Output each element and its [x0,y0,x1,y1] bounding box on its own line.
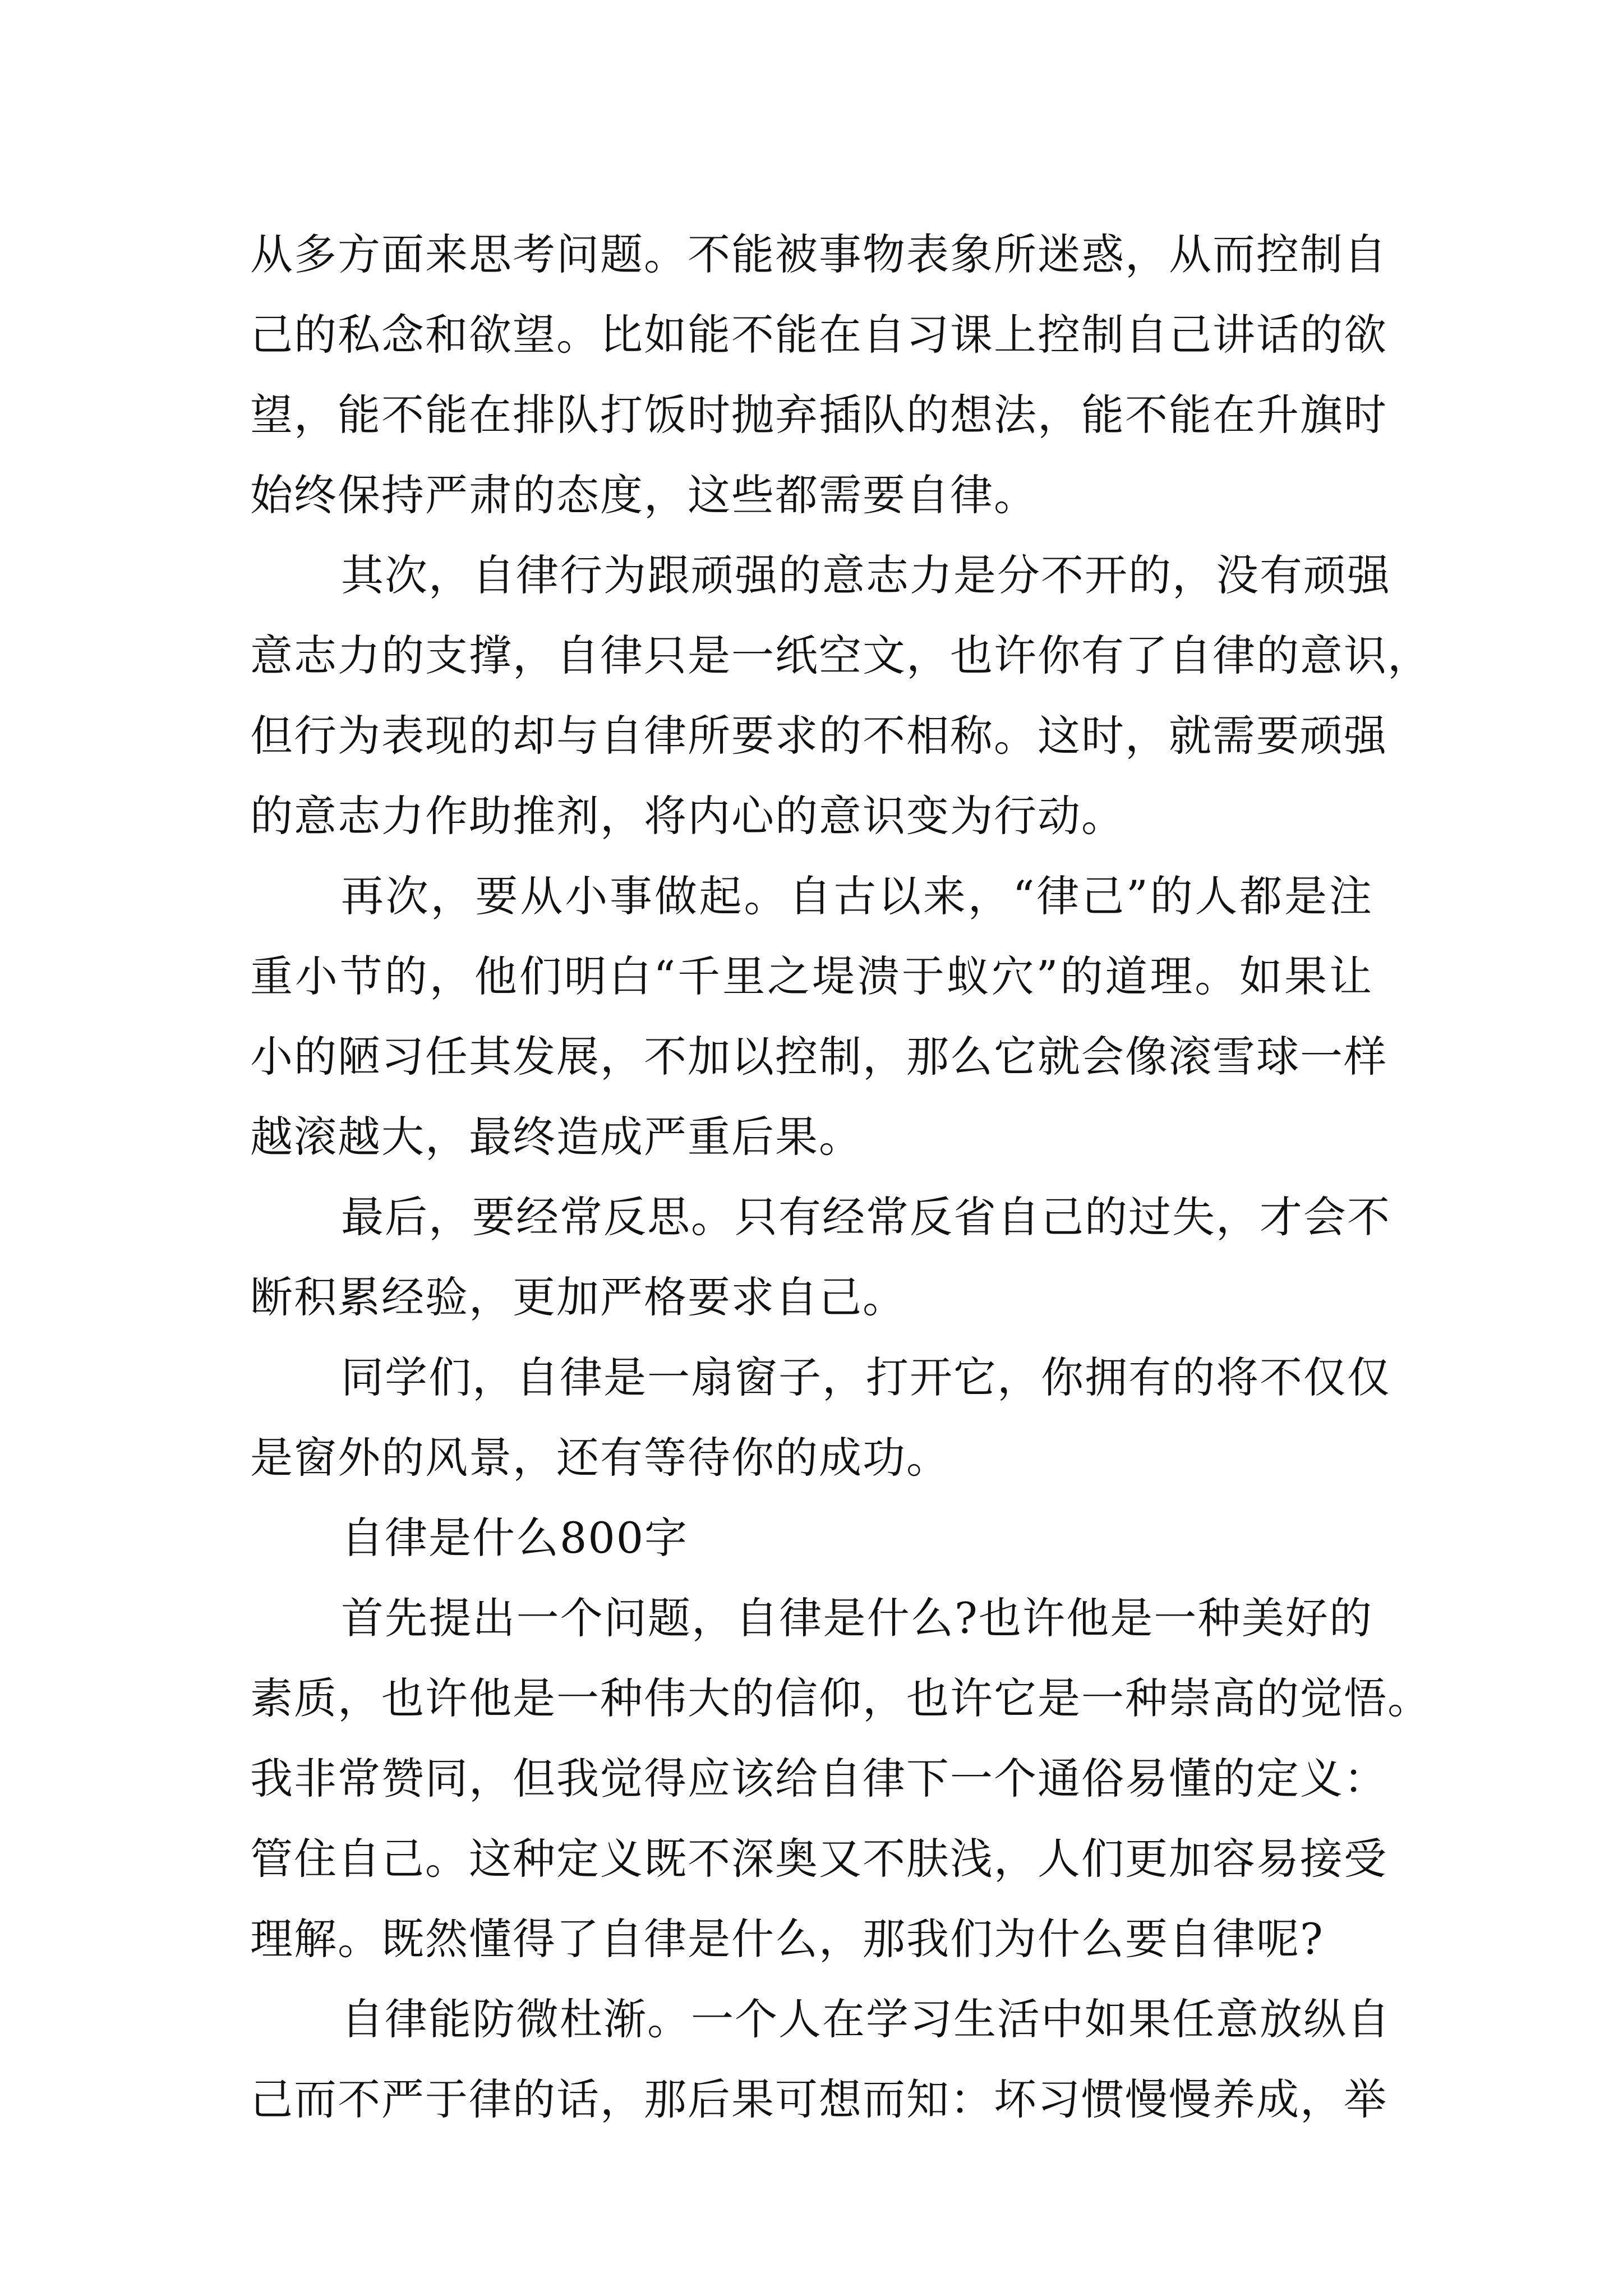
text-line: 小的陋习任其发展，不加以控制，那么它就会像滚雪球一样 [250,1032,1387,1082]
text-line: 理解。既然懂得了自律是什么，那我们为什么要自律呢? [250,1914,1324,1964]
body-text [250,214,1431,2139]
text-line: 自律能防微杜渐。一个人在学习生活中如果任意放纵自 [341,1994,1391,2044]
text-line: 其次，自律行为跟顽强的意志力是分不开的，没有顽强 [341,550,1391,600]
text-line: 自律是什么800字 [341,1513,689,1563]
text-line: 同学们，自律是一扇窗子，打开它，你拥有的将不仅仅 [341,1352,1391,1402]
text-line: 己而不严于律的话，那后果可想而知：坏习惯慢慢养成，举 [250,2074,1387,2124]
text-line: 我非常赞同，但我觉得应该给自律下一个通俗易懂的定义： [250,1754,1387,1803]
text-line: 最后，要经常反思。只有经常反省自己的过失，才会不 [341,1192,1391,1242]
text-line: 始终保持严肃的态度，这些都需要自律。 [250,470,1038,520]
text-line: 管住自己。这种定义既不深奥又不肤浅，人们更加容易接受 [250,1834,1387,1884]
text-line: 重小节的，他们明白“千里之堤溃于蚁穴”的道理。如果让 [250,951,1373,1001]
text-line: 的意志力作助推剂，将内心的意识变为行动。 [250,791,1125,841]
text-line: 越滚越大，最终造成严重后果。 [250,1112,863,1162]
text-line: 首先提出一个问题，自律是什么?也许他是一种美好的 [341,1593,1373,1643]
text-line: 素质，也许他是一种伟大的信仰，也许它是一种崇高的觉悟。 [250,1673,1431,1723]
text-line: 意志力的支撑，自律只是一纸空文，也许你有了自律的意识， [250,631,1431,680]
text-line: 己的私念和欲望。比如能不能在自习课上控制自己讲话的欲 [250,310,1387,360]
text-line: 但行为表现的却与自律所要求的不相称。这时，就需要顽强 [250,711,1387,761]
text-line: 断积累经验，更加严格要求自己。 [250,1272,906,1322]
text-line: 再次，要从小事做起。自古以来，“律己”的人都是注 [341,871,1373,921]
text-line: 望，能不能在排队打饭时抛弃插队的想法，能不能在升旗时 [250,390,1387,440]
text-line: 从多方面来思考问题。不能被事物表象所迷惑，从而控制自 [250,229,1387,279]
text-line: 是窗外的风景，还有等待你的成功。 [250,1433,950,1483]
